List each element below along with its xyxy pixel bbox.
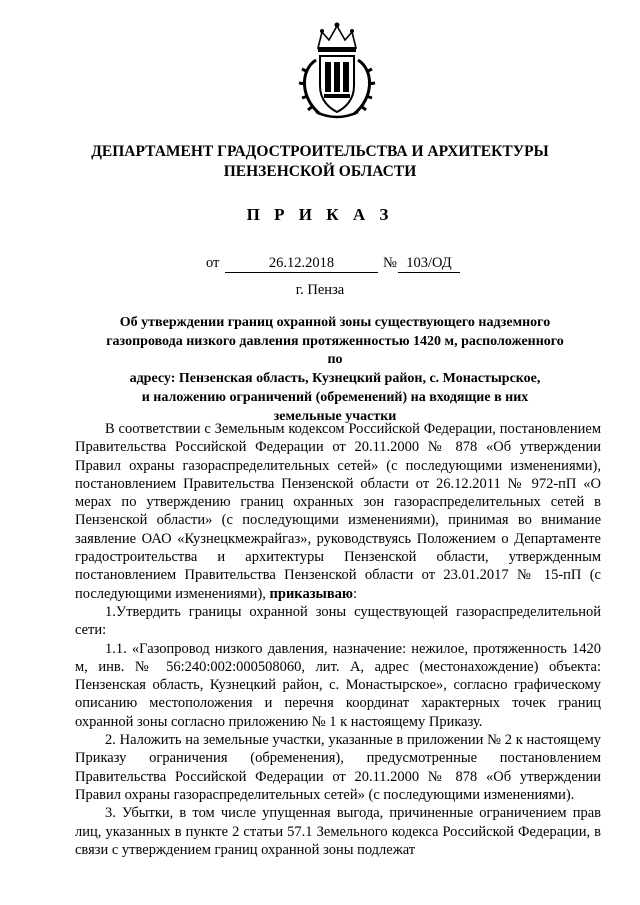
subject-line: и наложению ограничений (обременений) на входящие в них — [141, 389, 529, 405]
order-subject — [100, 314, 570, 426]
subject-line: адресу: Пензенская область, Кузнецкий район, с. Монастырское, — [129, 371, 541, 387]
preamble-paragraph — [75, 420, 601, 603]
order-date: 26.12.2018 — [225, 255, 378, 273]
number-label: № — [383, 255, 397, 271]
item-1-1-paragraph: 1.1. «Газопровод низкого давления, назначение: нежилое, протяженность 1420 м, инв. № 56:240:002:000508060, лит. А, адрес (местонахождение) объекта: Пензенская область, Кузнецкий район, с. Монастырское», согласно графическому описанию местоположения и перечня координат характерных точек границ охранной зоны согласно приложению № 1 к настоящему Приказу. — [75, 640, 601, 730]
preamble-end: : — [353, 585, 358, 602]
preamble-bold-word: приказываю — [269, 585, 353, 602]
subject-line: газопровода низкого давления протяженностью 1420 м, расположенного по — [106, 333, 564, 368]
item-3-paragraph: 3. Убытки, в том числе упущенная выгода, причиненные ограничением прав лиц, указанных в пункте 2 статьи 57.1 Земельного кодекса Российской Федерации, в связи с утверждением границ охранной зоны подлежат — [75, 805, 601, 858]
city: г. Пенза — [295, 282, 345, 298]
department-name-line1: ДЕПАРТАМЕНТ ГРАДОСТРОИТЕЛЬСТВА И АРХИТЕКТУРЫ — [91, 143, 549, 160]
order-number: 103/ОД — [398, 255, 460, 273]
from-label: от — [206, 255, 220, 271]
order-title: П Р И К А З — [246, 205, 394, 224]
order-date-number-line — [0, 253, 640, 275]
coat-of-arms-emblem — [296, 20, 378, 120]
item-2-paragraph: 2. Наложить на земельные участки, указанные в приложении № 2 к настоящему Приказу ограничения (обременения), предусмотренные постановлением Правительства Российской Федерации от 20.11.2000 № 878 «Об утверждении Правил охраны газораспределительных сетей» (с последующими изменениями). — [75, 732, 601, 803]
subject-line: Об утверждении границ охранной зоны существующего надземного — [119, 315, 551, 330]
department-name-line2: ПЕНЗЕНСКОЙ ОБЛАСТИ — [223, 163, 417, 180]
item-1-paragraph: 1.Утвердить границы охранной зоны существующей газораспределительной сети: — [75, 603, 601, 639]
subject-line: земельные участки — [273, 408, 397, 424]
order-body — [75, 420, 601, 859]
preamble-text: В соответствии с Земельным кодексом Российской Федерации, постановлением Правительства Российской Федерации от 20.11.2000 № 878 «Об утверждении Правил охраны газораспределительных сетей» (с последующими изменениями), постановлением Правительства Пензенской области от 26.12.2011 № 972-пП «О мерах по утверждению границ охранных зон газораспределительных сетей в Пензенской области» (с последующими изменениями), принимая во внимание заявление ОАО «Кузнецкмежрайгаз», руководствуясь Положением о Департаменте градостроительства и архитектуры Пензенской области, утвержденным постановлением Правительства Пензенской области от 23.01.2017 № 15-пП (с последующими изменениями), — [75, 421, 601, 602]
